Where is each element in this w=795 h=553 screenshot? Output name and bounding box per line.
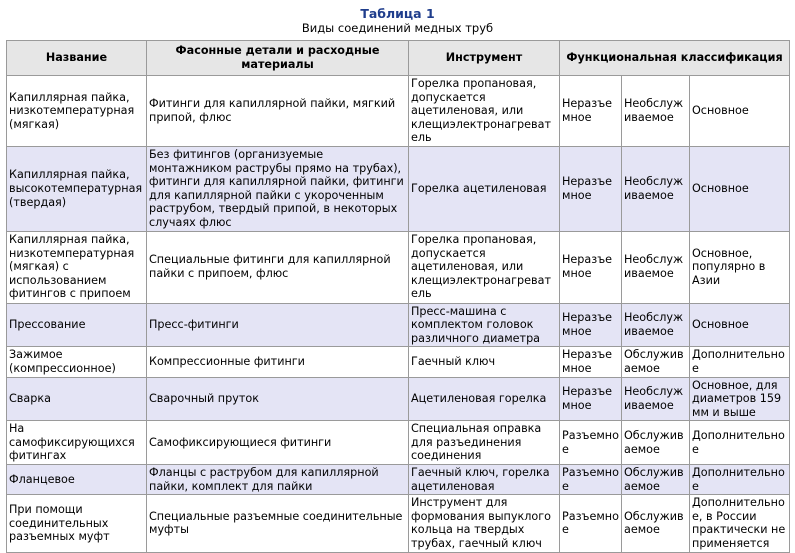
cell-serviceability: Обслуживаемое <box>622 495 690 552</box>
table-caption <box>0 6 795 36</box>
table-row <box>7 303 790 347</box>
cell-serviceability: Необслуживаемое <box>622 303 690 347</box>
cell-usage: Основное <box>690 146 790 231</box>
cell-name: На самофиксирующихся фитингах <box>7 421 147 465</box>
cell-detachability: Неразъемное <box>560 231 622 303</box>
cell-usage: Основное <box>690 76 790 147</box>
cell-serviceability: Необслуживаемое <box>622 76 690 147</box>
table-row <box>7 146 790 231</box>
cell-usage: Основное, популярно в Азии <box>690 231 790 303</box>
column-header-classification: Функциональная классификация <box>560 41 790 76</box>
cell-serviceability: Обслуживаемое <box>622 421 690 465</box>
cell-name: Зажимое (компрессионное) <box>7 347 147 377</box>
cell-name: Капиллярная пайка, низкотемпературная (мягкая) с использованием фитингов с припоем <box>7 231 147 303</box>
cell-tool: Гаечный ключ, горелка ацетиленовая <box>409 465 560 495</box>
cell-materials: Пресс-фитинги <box>147 303 409 347</box>
column-header-materials: Фасонные детали и расходные материалы <box>147 41 409 76</box>
cell-name: При помощи соединительных разъемных муфт <box>7 495 147 552</box>
cell-detachability: Разъемное <box>560 465 622 495</box>
cell-detachability: Разъемное <box>560 421 622 465</box>
table-header-row <box>7 41 790 76</box>
cell-tool: Ацетиленовая горелка <box>409 377 560 421</box>
cell-usage: Дополнительное, в России практически не применяется <box>690 495 790 552</box>
table-row <box>7 421 790 465</box>
table-row <box>7 231 790 303</box>
cell-serviceability: Обслуживаемое <box>622 465 690 495</box>
cell-tool: Горелка пропановая, допускается ацетиленовая, или клещиэлектронагреватель <box>409 231 560 303</box>
cell-tool: Инструмент для формования выпуклого кольца на твердых трубах, гаечный ключ <box>409 495 560 552</box>
cell-tool: Гаечный ключ <box>409 347 560 377</box>
cell-materials: Сварочный пруток <box>147 377 409 421</box>
cell-serviceability: Обслуживаемое <box>622 347 690 377</box>
cell-materials: Без фитингов (организуемые монтажником раструбы прямо на трубах), фитинги для капиллярной пайки, фитинги для капиллярной пайки с укороченным раструбом, твердый припой, в некоторых случаях флюс <box>147 146 409 231</box>
cell-name: Фланцевое <box>7 465 147 495</box>
column-header-tool: Инструмент <box>409 41 560 76</box>
table-row <box>7 377 790 421</box>
cell-detachability: Неразъемное <box>560 76 622 147</box>
cell-usage: Основное <box>690 303 790 347</box>
cell-serviceability: Необслуживаемое <box>622 146 690 231</box>
cell-serviceability: Необслуживаемое <box>622 231 690 303</box>
cell-materials: Специальные фитинги для капиллярной пайки с припоем, флюс <box>147 231 409 303</box>
cell-usage: Дополнительное <box>690 465 790 495</box>
cell-usage: Основное, для диаметров 159 мм и выше <box>690 377 790 421</box>
table-subtitle: Виды соединений медных труб <box>301 21 494 35</box>
table-body <box>7 76 790 553</box>
cell-detachability: Неразъемное <box>560 303 622 347</box>
cell-materials: Специальные разъемные соединительные муфты <box>147 495 409 552</box>
cell-detachability: Неразъемное <box>560 347 622 377</box>
cell-tool: Пресс-машина с комплектом головок различного диаметра <box>409 303 560 347</box>
cell-tool: Специальная оправка для разъединения соединения <box>409 421 560 465</box>
cell-materials: Самофиксирующиеся фитинги <box>147 421 409 465</box>
table-row <box>7 347 790 377</box>
column-header-name: Название <box>7 41 147 76</box>
cell-usage: Дополнительное <box>690 421 790 465</box>
cell-detachability: Разъемное <box>560 495 622 552</box>
cell-name: Капиллярная пайка, низкотемпературная (мягкая) <box>7 76 147 147</box>
table-row <box>7 465 790 495</box>
cell-materials: Фланцы с раструбом для капиллярной пайки, комплект для пайки <box>147 465 409 495</box>
cell-detachability: Неразъемное <box>560 146 622 231</box>
cell-name: Прессование <box>7 303 147 347</box>
cell-tool: Горелка пропановая, допускается ацетиленовая, или клещиэлектронагреватель <box>409 76 560 147</box>
cell-usage: Дополнительное <box>690 347 790 377</box>
cell-name: Капиллярная пайка, высокотемпературная (твердая) <box>7 146 147 231</box>
table-row <box>7 76 790 147</box>
cell-materials: Компрессионные фитинги <box>147 347 409 377</box>
cell-serviceability: Необслуживаемое <box>622 377 690 421</box>
cell-detachability: Неразъемное <box>560 377 622 421</box>
copper-pipe-joints-table <box>6 40 790 553</box>
cell-name: Сварка <box>7 377 147 421</box>
table-title: Таблица 1 <box>360 6 435 21</box>
cell-tool: Горелка ацетиленовая <box>409 146 560 231</box>
cell-materials: Фитинги для капиллярной пайки, мягкий припой, флюс <box>147 76 409 147</box>
